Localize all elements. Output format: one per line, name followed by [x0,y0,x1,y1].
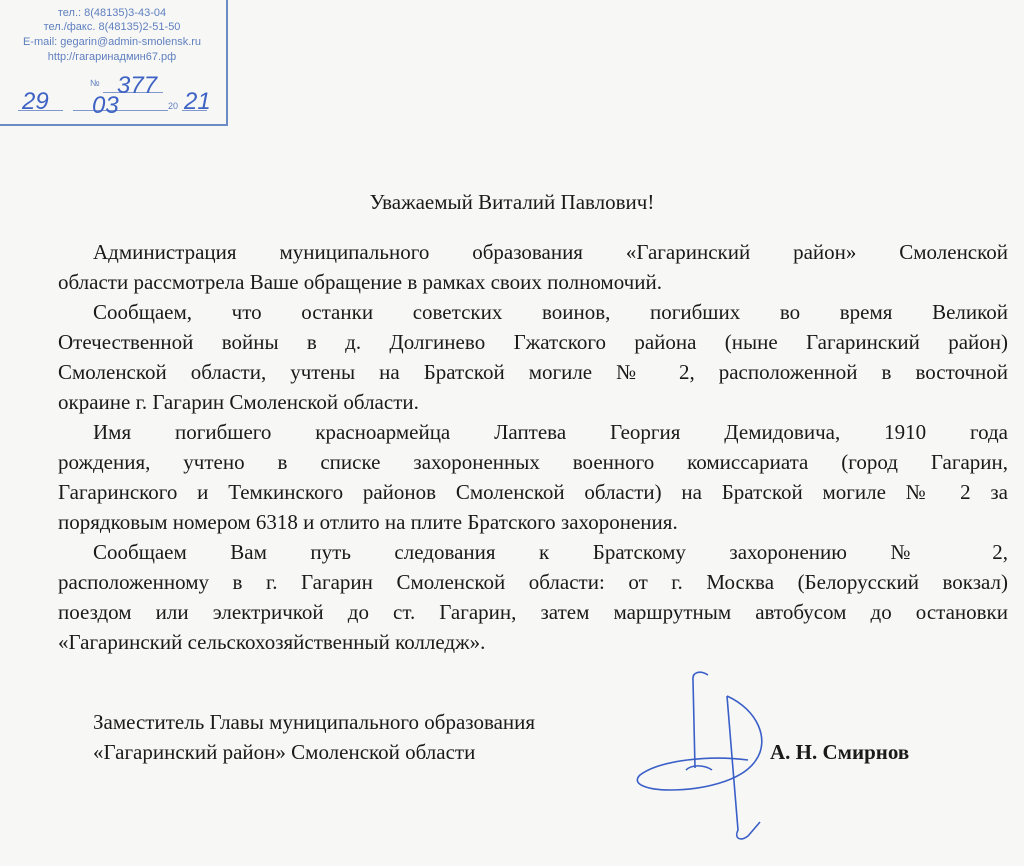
stamp-phone: тел.: 8(48135)3-43-04 [57,7,167,19]
body-line: Имя погибшего красноармейца Лаптева Георгия Демидовича, 1910 года [93,420,1008,444]
salutation: Уважаемый Виталий Павлович! [369,190,655,214]
signatory-title-line: Заместитель Главы муниципального образования [93,710,536,734]
body-line: области рассмотрела Ваше обращение в рамках своих полномочий. [58,270,662,294]
body-line: Сообщаем Вам путь следования к Братскому захоронению № 2, [93,540,1008,564]
handwritten-signature [630,670,770,850]
body-line: поездом или электричкой до ст. Гагарин, затем маршрутным автобусом до остановки [58,600,1008,624]
stamp-email: E-mail: gegarin@admin-smolensk.ru [22,36,202,48]
stamp-year-prefix: 20 [168,101,179,111]
stamp-number-label: № [90,78,100,88]
stamp-website: http://гагаринадмин67.рф [47,51,177,63]
body-line: Сообщаем, что останки советских воинов, погибших во время Великой [93,300,1008,324]
body-line: Администрация муниципального образования «Гагаринский район» Смоленской [93,240,1008,264]
body-line: Гагаринского и Темкинского районов Смоленской области) на Братской могиле № 2 за [58,480,1008,504]
signatory-title-line: «Гагаринский район» Смоленской области [93,740,476,764]
handwritten-number: 377 [117,72,158,99]
body-line: «Гагаринский сельскохозяйственный колледж». [58,630,486,654]
handwritten-day: 29 [22,88,49,115]
body-line: Отечественной войны в д. Долгиневo Гжатского района (ныне Гагаринский район) [58,330,1008,354]
body-line: расположенному в г. Гагарин Смоленской области: от г. Москва (Белорусский вокзал) [58,570,1008,594]
body-line: рождения, учтено в списке захороненных военного комиссариата (город Гагарин, [58,450,1008,474]
body-line: Смоленской области, учтены на Братской могиле № 2, расположенной в восточной [58,360,1008,384]
handwritten-year: 21 [184,88,211,115]
stamp-fax: тел./факс. 8(48135)2-51-50 [43,21,181,33]
body-line: окраине г. Гагарин Смоленской области. [58,390,419,414]
handwritten-month: 03 [92,92,119,119]
signatory-name: А. Н. Смирнов [770,740,910,764]
body-line: порядковым номером 6318 и отлито на плите Братского захоронения. [58,510,678,534]
